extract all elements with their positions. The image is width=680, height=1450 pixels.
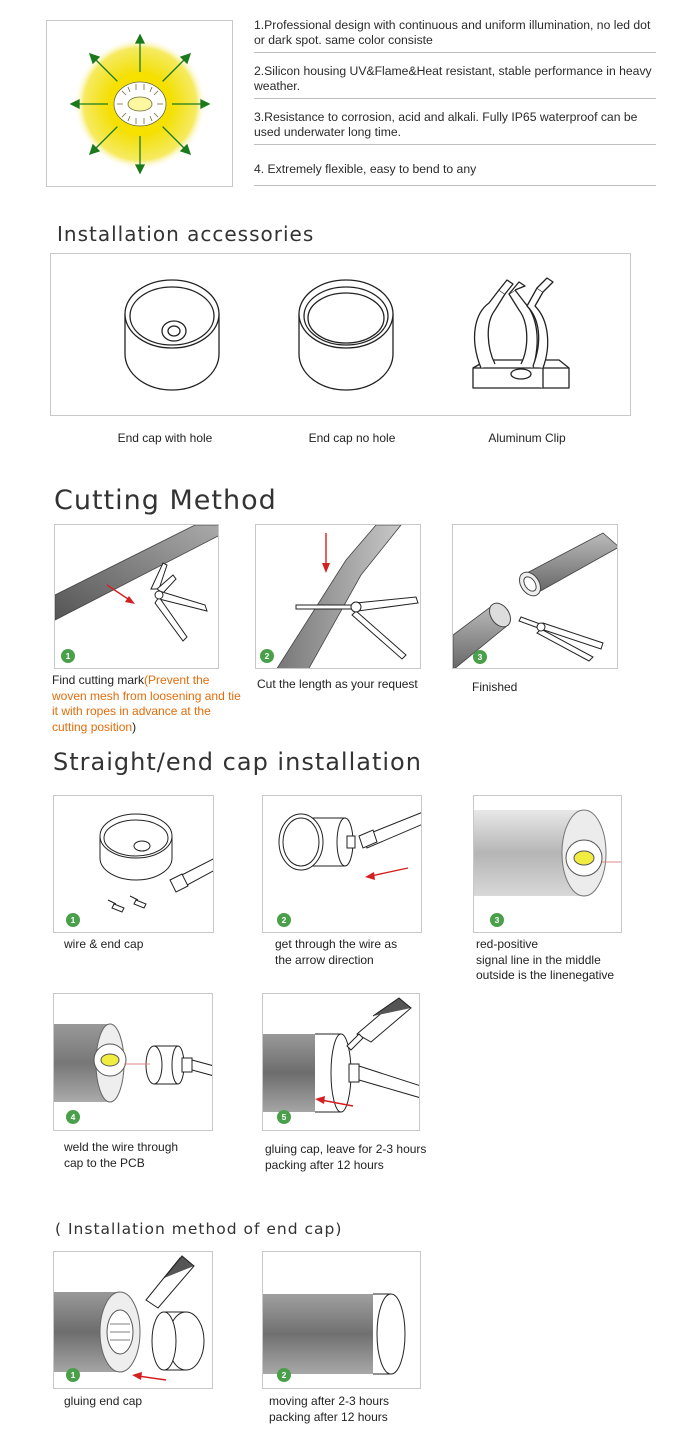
finished-cut-illustration (453, 525, 618, 669)
step-number-badge: 3 (490, 913, 504, 927)
cutting-method-title: Cutting Method (54, 485, 277, 516)
straight-step-4-caption (64, 1140, 244, 1171)
step-number-badge: 1 (66, 1368, 80, 1382)
step-number-badge: 4 (66, 1110, 80, 1124)
cutting-step-3-caption: Finished (472, 680, 518, 694)
cut-length-illustration (256, 525, 421, 669)
cutting-step-1-text: Find cutting mark (52, 673, 145, 687)
cutting-step-1-caption (52, 673, 242, 735)
endcap-step-1-caption (64, 1394, 244, 1410)
feature-2: 2.Silicon housing UV&Flame&Heat resistant, stable performance in heavy weather. (254, 64, 656, 99)
straight-step-5-line-2: packing after 12 hours (265, 1157, 384, 1172)
step-number-badge: 2 (260, 649, 274, 663)
gluing-end-cap-illustration (54, 1252, 213, 1389)
wire-and-end-cap-illustration (54, 796, 214, 933)
straight-step-2-caption (275, 937, 465, 968)
endcap-step-2-line-1: moving after 2-3 hours (269, 1394, 390, 1408)
accessory-label-aluminum-clip: Aluminum Clip (488, 431, 566, 445)
straight-step-5-line-1: gluing cap, leave for 2-3 hours (265, 1142, 427, 1156)
end-cap-with-hole-illustration (117, 274, 227, 394)
endcap-step-1-line-1: gluing end cap (64, 1394, 143, 1408)
step-number-badge: 2 (277, 913, 291, 927)
endcap-step-2-caption (269, 1394, 469, 1425)
step-number-badge: 5 (277, 1110, 291, 1124)
cutting-step-1-panel (54, 524, 219, 669)
straight-step-2-line-1: get through the wire as (275, 937, 398, 951)
accessories-panel (50, 253, 631, 416)
weld-wire-illustration (54, 994, 213, 1131)
straight-step-1-caption (64, 937, 244, 953)
feature-3: 3.Resistance to corrosion, acid and alkali. Fully IP65 waterproof can be used underwater long time. (254, 110, 656, 145)
straight-step-3-line-2: signal line in the middle (476, 952, 601, 967)
straight-step-3-line-1: red-positive (476, 937, 539, 951)
step-number-badge: 2 (277, 1368, 291, 1382)
light-emission-icon (47, 21, 233, 187)
straight-step-4-panel (53, 993, 213, 1131)
endcap-step-2-panel (262, 1251, 421, 1389)
endcap-step-1-panel (53, 1251, 213, 1389)
aluminum-clip-illustration (463, 268, 579, 400)
straight-step-2-line-2: the arrow direction (275, 952, 374, 967)
straight-step-5-caption (265, 1142, 465, 1173)
cutting-step-2-caption: Cut the length as your request (257, 677, 418, 691)
straight-step-1-line-1: wire & end cap (64, 937, 144, 951)
endcap-method-title: ( Installation method of end cap) (55, 1220, 343, 1238)
straight-step-5-panel (262, 993, 420, 1131)
straight-step-3-caption (476, 937, 676, 984)
straight-step-4-line-1: weld the wire through (64, 1140, 179, 1154)
accessory-label-end-cap-with-hole: End cap with hole (117, 431, 213, 445)
step-number-badge: 3 (473, 650, 487, 664)
feature-1: 1.Professional design with continuous and uniform illumination, no led dot or dark spot. same color consiste (254, 18, 656, 53)
cutting-step-2-panel (255, 524, 421, 669)
straight-step-4-line-2: cap to the PCB (64, 1155, 145, 1170)
wire-through-cap-illustration (263, 796, 422, 933)
cutting-mark-illustration (55, 525, 219, 669)
cutting-step-1-note: (Prevent the woven mesh from loosening and tie it with ropes in advance at the cutting position (52, 673, 241, 734)
cutting-step-3-panel (452, 524, 618, 669)
accessory-label-end-cap-no-hole: End cap no hole (308, 431, 396, 445)
end-cap-no-hole-illustration (291, 274, 401, 394)
straight-step-3-panel (473, 795, 622, 933)
straight-installation-title: Straight/end cap installation (53, 748, 422, 776)
feature-illustration-box (46, 20, 233, 187)
straight-step-3-line-3: outside is the linenegative (476, 968, 615, 982)
accessories-title: Installation accessories (57, 222, 315, 246)
straight-step-1-panel (53, 795, 214, 933)
straight-step-2-panel (262, 795, 422, 933)
step-number-badge: 1 (66, 913, 80, 927)
cutting-step-1-close: ) (132, 719, 137, 734)
step-number-badge: 1 (61, 649, 75, 663)
feature-4: 4. Extremely flexible, easy to bend to any (254, 162, 656, 186)
endcap-step-2-line-2: packing after 12 hours (269, 1409, 388, 1424)
